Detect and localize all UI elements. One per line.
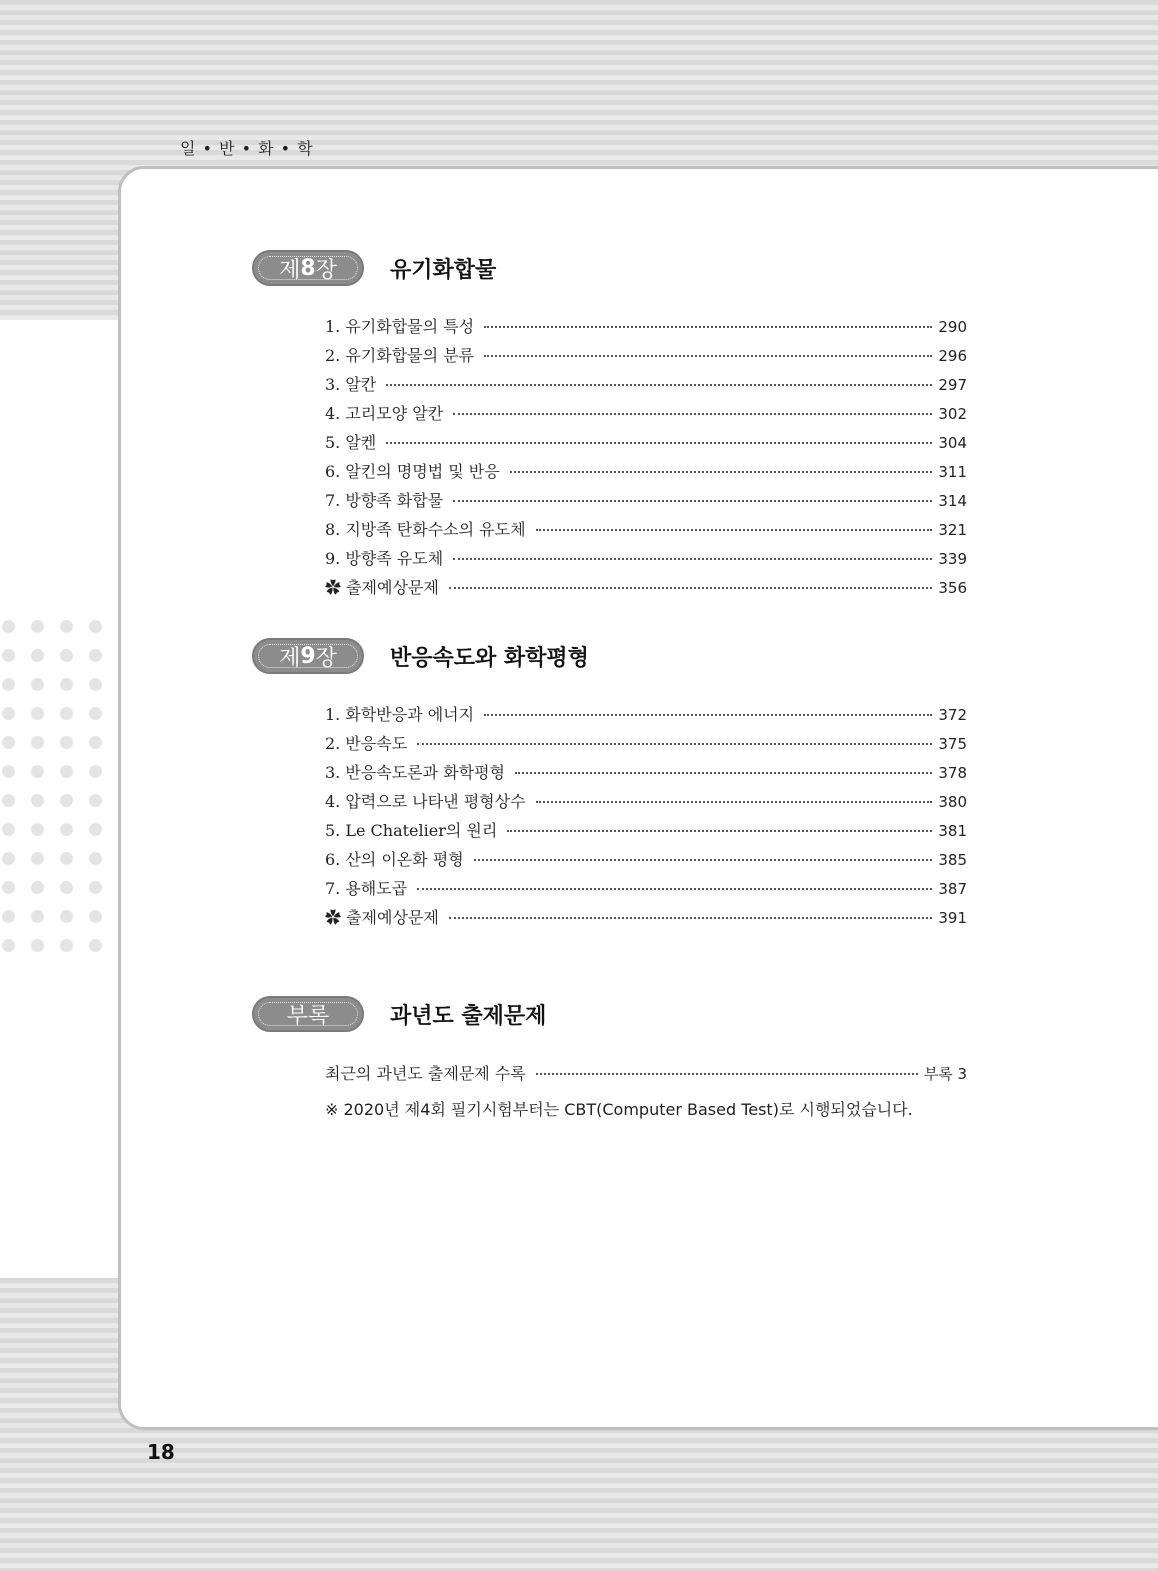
toc-entry-label: 8. 지방족 탄화수소의 유도체 [325, 520, 526, 539]
chapter-8-heading [252, 250, 496, 286]
dot-leader [536, 1072, 918, 1075]
toc-entry-page: 304 [938, 434, 967, 452]
badge-suffix: 장 [315, 645, 337, 671]
toc-entry[interactable] [325, 515, 967, 544]
dot-leader [484, 354, 932, 357]
running-head: 일 • 반 • 화 • 학 [180, 139, 314, 158]
toc-entry-page: 321 [938, 521, 967, 539]
toc-entry-page: 297 [938, 376, 967, 394]
toc-entry[interactable] [325, 903, 967, 932]
badge-suffix: 장 [315, 257, 337, 283]
toc-entry-label: 3. 반응속도론과 화학평형 [325, 763, 505, 782]
toc-entry-label: 4. 압력으로 나타낸 평형상수 [325, 792, 526, 811]
toc-entry-label: 7. 용해도곱 [325, 879, 408, 898]
toc-entry[interactable] [325, 758, 967, 787]
toc-entry-label: 1. 유기화합물의 특성 [325, 317, 475, 336]
badge-number: 부록 [286, 1003, 330, 1029]
chapter-title: 반응속도와 화학평형 [390, 645, 589, 671]
dot-leader [515, 771, 932, 774]
toc-entry[interactable] [325, 874, 967, 903]
chapter-badge [252, 638, 364, 674]
toc-entry[interactable] [325, 486, 967, 515]
toc-entry-label: 6. 알킨의 명명법 및 반응 [325, 462, 500, 481]
chapter-8-toc [325, 312, 967, 602]
chapter-title: 유기화합물 [390, 257, 497, 283]
toc-entry-label: ✿ 출제예상문제 [325, 908, 439, 927]
dot-leader [449, 586, 933, 589]
toc-entry[interactable] [325, 457, 967, 486]
chapter-badge [252, 250, 364, 286]
toc-entry-page: 부록 3 [923, 1065, 967, 1083]
toc-entry-label: 5. 알켄 [325, 433, 377, 452]
appendix-heading [252, 996, 546, 1032]
toc-entry-page: 356 [938, 579, 967, 597]
dot-leader [453, 412, 932, 415]
dot-leader [449, 916, 933, 919]
dot-leader [484, 713, 932, 716]
toc-entry-label: 2. 반응속도 [325, 734, 408, 753]
appendix-toc [325, 1059, 967, 1088]
toc-entry[interactable] [325, 544, 967, 573]
toc-entry-page: 391 [938, 909, 967, 927]
toc-entry-page: 378 [938, 764, 967, 782]
dot-leader [507, 829, 932, 832]
toc-entry-page: 314 [938, 492, 967, 510]
dot-leader [536, 528, 933, 531]
toc-entry-label: 3. 알칸 [325, 375, 377, 394]
dot-leader [417, 742, 932, 745]
toc-entry[interactable] [325, 700, 967, 729]
toc-entry-label: 1. 화학반응과 에너지 [325, 705, 475, 724]
chapter-9-toc [325, 700, 967, 932]
dot-leader [536, 800, 933, 803]
chapter-9-heading [252, 638, 589, 674]
toc-entry[interactable] [325, 428, 967, 457]
toc-entry-page: 380 [938, 793, 967, 811]
dot-leader [474, 858, 933, 861]
toc-entry-label: 최근의 과년도 출제문제 수록 [325, 1064, 526, 1083]
dot-leader [417, 887, 932, 890]
badge-number: 8 [300, 255, 316, 281]
appendix-badge [252, 996, 364, 1032]
toc-entry-label: 5. Le Chatelier의 원리 [325, 821, 498, 840]
toc-entry-label: 6. 산의 이온화 평형 [325, 850, 464, 869]
badge-number: 9 [300, 643, 316, 669]
dot-leader [484, 325, 932, 328]
toc-entry[interactable] [325, 816, 967, 845]
appendix-title: 과년도 출제문제 [390, 1003, 547, 1029]
toc-entry[interactable] [325, 312, 967, 341]
badge-prefix: 제 [279, 645, 301, 671]
toc-entry-page: 311 [938, 463, 967, 481]
toc-entry[interactable] [325, 729, 967, 758]
dot-leader [453, 499, 932, 502]
dot-leader [386, 383, 932, 386]
toc-entry[interactable] [325, 341, 967, 370]
toc-entry-page: 372 [938, 706, 967, 724]
toc-entry-page: 339 [938, 550, 967, 568]
dot-leader [510, 470, 933, 473]
dot-leader [453, 557, 932, 560]
dot-pattern-decoration [0, 612, 112, 962]
badge-prefix: 제 [279, 257, 301, 283]
toc-entry[interactable] [325, 399, 967, 428]
toc-entry[interactable] [325, 573, 967, 602]
toc-entry-page: 375 [938, 735, 967, 753]
toc-entry[interactable] [325, 370, 967, 399]
toc-entry[interactable] [325, 845, 967, 874]
toc-entry-page: 290 [938, 318, 967, 336]
toc-entry-label: 7. 방향족 화합물 [325, 491, 444, 510]
toc-entry-page: 387 [938, 880, 967, 898]
dot-leader [386, 441, 932, 444]
page-number: 18 [147, 1440, 175, 1464]
toc-entry[interactable] [325, 1059, 967, 1088]
cbt-note: ※ 2020년 제4회 필기시험부터는 CBT(Computer Based Test)로 시행되었습니다. [325, 1100, 913, 1119]
toc-entry[interactable] [325, 787, 967, 816]
toc-entry-page: 302 [938, 405, 967, 423]
toc-entry-label: 2. 유기화합물의 분류 [325, 346, 475, 365]
toc-entry-label: 9. 방향족 유도체 [325, 549, 444, 568]
toc-entry-label: ✿ 출제예상문제 [325, 578, 439, 597]
toc-entry-page: 381 [938, 822, 967, 840]
toc-entry-page: 385 [938, 851, 967, 869]
toc-entry-label: 4. 고리모양 알칸 [325, 404, 444, 423]
toc-entry-page: 296 [938, 347, 967, 365]
